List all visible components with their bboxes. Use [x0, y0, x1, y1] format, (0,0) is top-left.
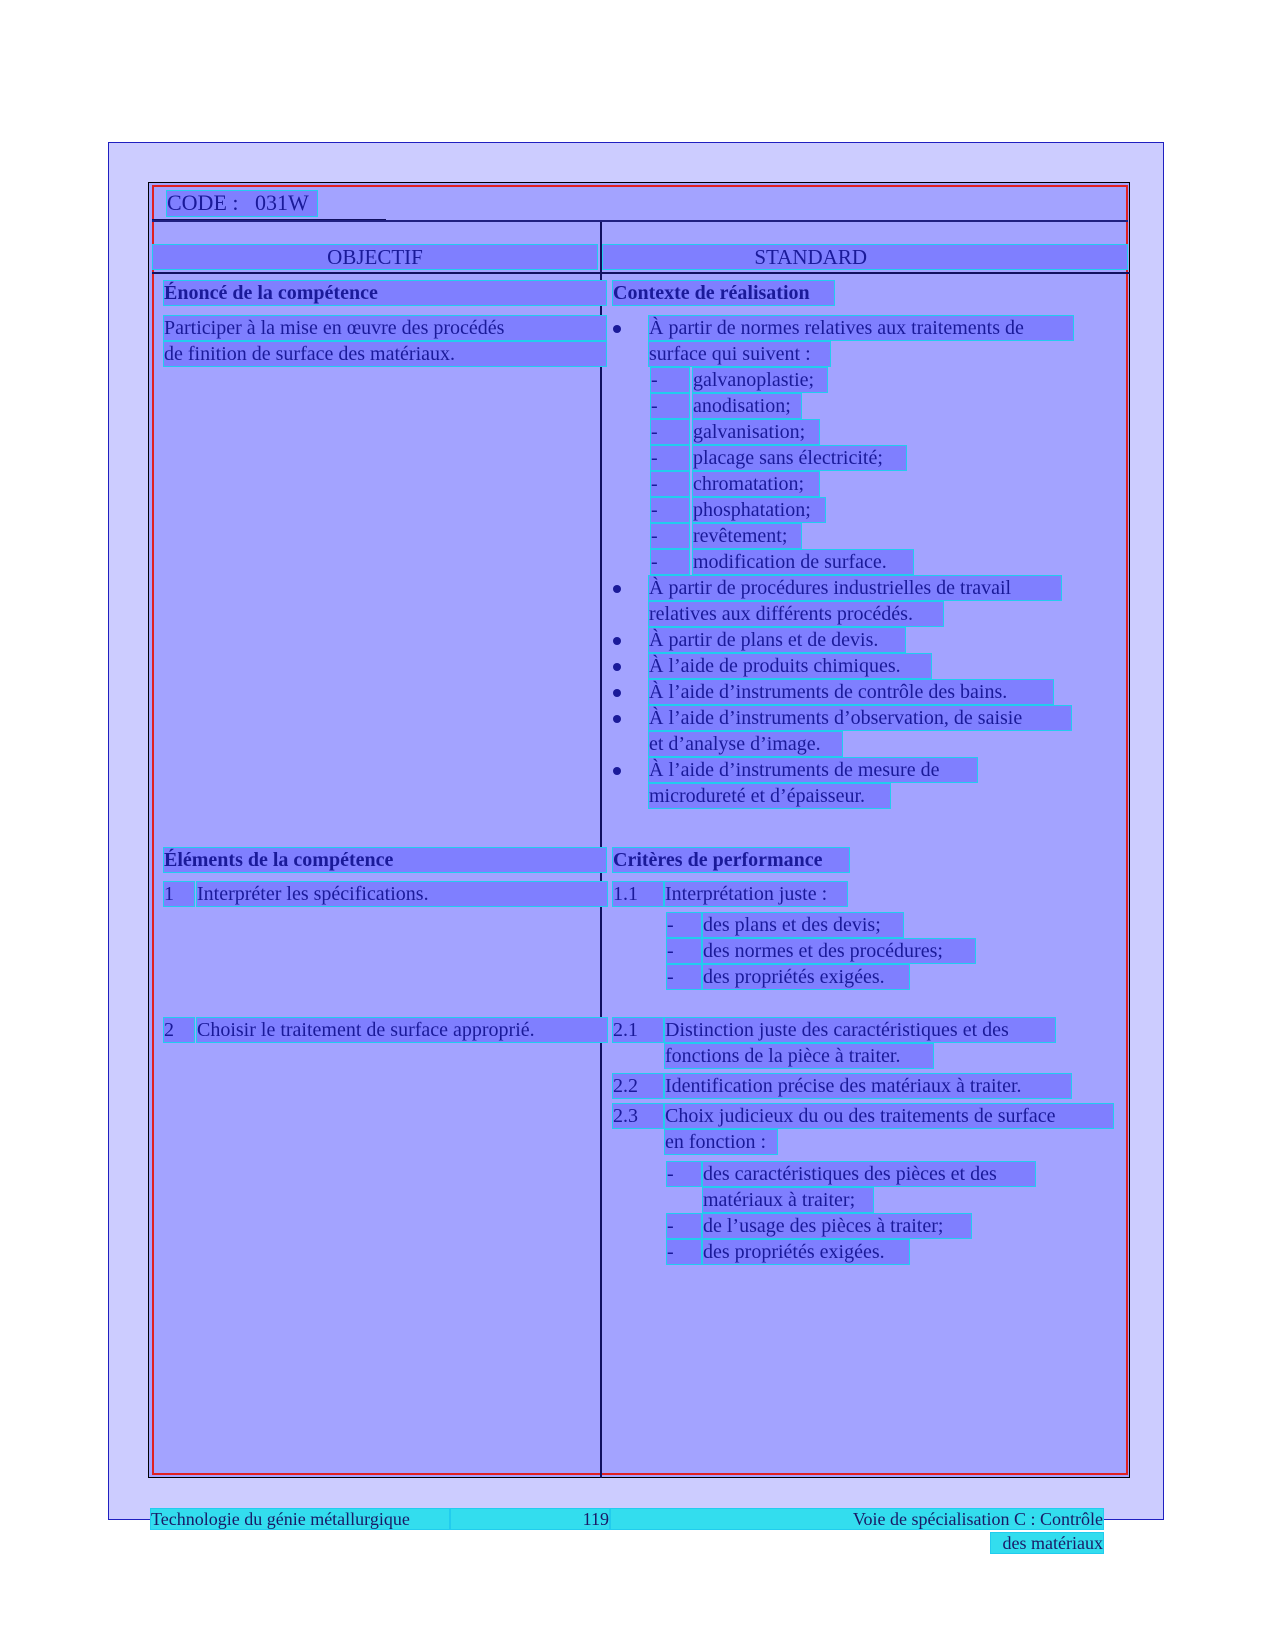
element-2-text: Choisir le traitement de surface approprié. — [196, 1017, 608, 1043]
contexte-line: surface qui suivent : — [648, 341, 831, 367]
contexte-subitem: modification de surface. — [692, 549, 914, 575]
contexte-subitem: placage sans électricité; — [692, 445, 907, 471]
table-border — [152, 185, 1128, 1475]
dash-marker: - — [666, 1213, 702, 1239]
critere-subitem: de l’usage des pièces à traiter; — [702, 1213, 972, 1239]
element-1-text: Interpréter les spécifications. — [196, 881, 608, 907]
footer-section-line-2: des matériaux — [990, 1532, 1104, 1554]
bullet-icon — [613, 637, 621, 645]
critere-subitem: des propriétés exigées. — [702, 1239, 910, 1265]
dash-marker: - — [650, 445, 690, 471]
contexte-line: relatives aux différents procédés. — [648, 601, 944, 627]
contexte-subitem: revêtement; — [692, 523, 802, 549]
element-1-number: 1 — [163, 881, 195, 907]
critere-subitem: des caractéristiques des pièces et des — [702, 1161, 1036, 1187]
code-label-text: CODE : — [167, 190, 239, 215]
footer-section: Voie de spécialisation C : Contrôle — [610, 1508, 1104, 1530]
dash-marker: - — [650, 523, 690, 549]
contexte-subitem: phosphatation; — [692, 497, 826, 523]
critere-subitem: des plans et des devis; — [702, 912, 904, 938]
critere-number: 2.2 — [612, 1073, 664, 1099]
dash-marker: - — [666, 1161, 702, 1187]
dash-marker: - — [666, 1239, 702, 1265]
contexte-subitem: chromatation; — [692, 471, 820, 497]
critere-number: 2.3 — [612, 1103, 664, 1129]
footer-title: Technologie du génie métallurgique — [150, 1508, 450, 1530]
contexte-subitem: anodisation; — [692, 393, 802, 419]
critere-number: 2.1 — [612, 1017, 664, 1043]
contexte-subitem: galvanisation; — [692, 419, 820, 445]
bullet-icon — [613, 715, 621, 723]
critere-subitem: matériaux à traiter; — [702, 1187, 874, 1213]
criteres-title: Critères de performance — [612, 847, 850, 873]
contexte-line: et d’analyse d’image. — [648, 731, 843, 757]
dash-marker: - — [666, 938, 702, 964]
contexte-line: microdureté et d’épaisseur. — [648, 783, 891, 809]
enonce-line-2: de finition de surface des matériaux. — [163, 341, 607, 367]
bullet-icon — [613, 689, 621, 697]
header-bottom-line — [152, 272, 1130, 274]
dash-marker: - — [666, 964, 702, 990]
footer-page-number: 119 — [450, 1508, 610, 1530]
header-objectif: OBJECTIF — [152, 244, 598, 270]
bullet-icon — [613, 325, 621, 333]
contexte-line: À partir de plans et de devis. — [648, 627, 906, 653]
contexte-line: À partir de normes relatives aux traitements de — [648, 315, 1074, 341]
critere-text: en fonction : — [664, 1129, 778, 1155]
dash-marker: - — [650, 419, 690, 445]
contexte-title: Contexte de réalisation — [612, 280, 835, 306]
contexte-line: À partir de procédures industrielles de travail — [648, 575, 1062, 601]
contexte-line: À l’aide d’instruments d’observation, de saisie — [648, 705, 1072, 731]
code-label — [166, 190, 318, 217]
header-top-line — [152, 220, 1128, 222]
contexte-line: À l’aide de produits chimiques. — [648, 653, 932, 679]
code-value: 031W — [255, 190, 309, 215]
critere-text: Identification précise des matériaux à traiter. — [664, 1073, 1072, 1099]
critere-text: Interprétation juste : — [664, 881, 848, 907]
critere-text: Distinction juste des caractéristiques et des — [664, 1017, 1056, 1043]
contexte-line: À l’aide d’instruments de contrôle des bains. — [648, 679, 1054, 705]
bullet-icon — [613, 585, 621, 593]
critere-subitem: des normes et des procédures; — [702, 938, 976, 964]
critere-subitem: des propriétés exigées. — [702, 964, 910, 990]
element-2-number: 2 — [163, 1017, 195, 1043]
dash-marker: - — [650, 471, 690, 497]
bullet-icon — [613, 663, 621, 671]
dash-marker: - — [666, 912, 702, 938]
elements-title: Éléments de la compétence — [163, 847, 607, 873]
dash-marker: - — [650, 549, 690, 575]
dash-marker: - — [650, 497, 690, 523]
critere-text: fonctions de la pièce à traiter. — [664, 1043, 934, 1069]
critere-text: Choix judicieux du ou des traitements de surface — [664, 1103, 1114, 1129]
contexte-subitem: galvanoplastie; — [692, 367, 828, 393]
enonce-title: Énoncé de la compétence — [163, 280, 607, 306]
enonce-line-1: Participer à la mise en œuvre des procédés — [163, 315, 607, 341]
bullet-icon — [613, 767, 621, 775]
contexte-line: À l’aide d’instruments de mesure de — [648, 757, 978, 783]
header-standard: STANDARD — [602, 244, 1128, 270]
critere-number: 1.1 — [612, 881, 664, 907]
dash-marker: - — [650, 393, 690, 419]
dash-marker: - — [650, 367, 690, 393]
